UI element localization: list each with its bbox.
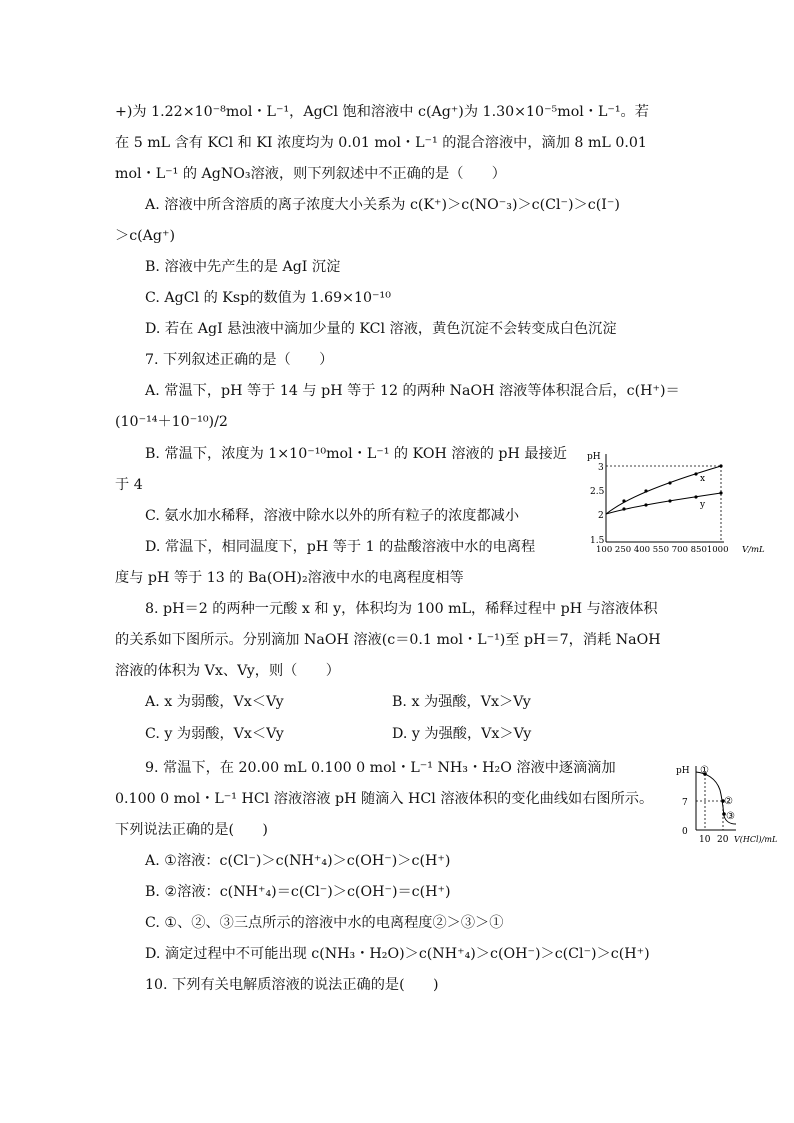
series-y-label: y — [700, 500, 706, 510]
q7-stem: 7. 下列叙述正确的是（ ） — [145, 352, 334, 368]
q9-option-b: B. ②溶液：c(NH⁺₄)＝c(Cl⁻)＞c(OH⁻)＝c(H⁺) — [145, 884, 451, 900]
q7-option-b-line-2: 于 4 — [115, 477, 143, 493]
x-tick-labels: 100 250 400 550 700 8501000 — [596, 545, 729, 555]
q9-stem-line-2: 0.100 0 mol・L⁻¹ HCl 溶液溶液 pH 随滴入 HCl 溶液体积的变化曲线如右图所示。 — [115, 791, 654, 807]
q8-stem-line-1: 8. pH＝2 的两种一元酸 x 和 y，体积均为 100 mL，稀释过程中 pH 与溶液体积 — [145, 601, 658, 617]
y-axis-label: pH — [676, 766, 690, 776]
y-tick-1-5: 1.5 — [590, 536, 605, 546]
q8-stem-line-2: 的关系如下图所示。分别滴加 NaOH 溶液(c＝0.1 mol・L⁻¹)至 pH＝7，消耗 NaOH — [115, 632, 661, 648]
q9-stem-line-3: 下列说法正确的是( ) — [115, 822, 268, 838]
q7-option-c: C. 氨水加水稀释，溶液中除水以外的所有粒子的浓度都减小 — [145, 508, 520, 524]
q7-option-d-line-1: D. 常温下，相同温度下，pH 等于 1 的盐酸溶液中水的电离程 — [145, 539, 536, 555]
q9-option-d: D. 滴定过程中不可能出现 c(NH₃・H₂O)＞c(NH⁺₄)＞c(OH⁻)＞c(Cl⁻)＞c(H⁺) — [145, 946, 650, 962]
q7-option-b-line-1: B. 常温下，浓度为 1×10⁻¹⁰mol・L⁻¹ 的 KOH 溶液的 pH 最接近 — [145, 446, 567, 462]
q9-option-a: A. ①溶液：c(Cl⁻)＞c(NH⁺₄)＞c(OH⁻)＞c(H⁺) — [145, 853, 451, 869]
x-tick-20: 20 — [717, 835, 729, 845]
q9-option-c: C. ①、②、③三点所示的溶液中水的电离程度②＞③＞① — [145, 915, 504, 931]
x-axis-label: V/mL — [742, 545, 765, 555]
q6-option-a-line-2: ＞c(Ag⁺) — [115, 228, 176, 244]
q6-option-c: C. AgCl 的 Ksp的数值为 1.69×10⁻¹⁰ — [145, 290, 391, 306]
series-y-point — [694, 495, 697, 498]
q8-option-d: D. y 为强酸，Vx＞Vy — [392, 726, 532, 742]
series-x-point — [668, 481, 671, 484]
series-y-point — [719, 491, 722, 494]
point-3-label: ③ — [726, 811, 735, 822]
point-1-label: ① — [700, 765, 709, 776]
origin-label: 0 — [682, 827, 688, 837]
point-2-label: ② — [724, 796, 733, 807]
q8-stem-line-3: 溶液的体积为 Vx、Vy，则（ ） — [115, 663, 340, 679]
q7-option-d-line-2: 度与 pH 等于 13 的 Ba(OH)₂溶液中水的电离程度相等 — [115, 570, 464, 586]
series-x-point — [719, 464, 722, 467]
q6-stem-line-3: mol・L⁻¹ 的 AgNO₃溶液，则下列叙述中不正确的是（ ） — [115, 166, 506, 182]
q6-option-b: B. 溶液中先产生的是 AgI 沉淀 — [145, 259, 341, 275]
q6-option-a-line-1: A. 溶液中所含溶质的离子浓度大小关系为 c(K⁺)＞c(NO⁻₃)＞c(Cl⁻)＞c(I⁻) — [145, 197, 620, 213]
x-axis-label: V(HCl)/mL — [734, 835, 778, 844]
q8-option-c: C. y 为弱酸，Vx＜Vy — [145, 726, 284, 742]
series-y-point — [622, 507, 625, 510]
q7-option-a-line-2: (10⁻¹⁴＋10⁻¹⁰)/2 — [115, 414, 228, 430]
q8-option-a: A. x 为弱酸，Vx＜Vy — [145, 694, 284, 710]
y-tick-2-5: 2.5 — [590, 487, 605, 497]
series-x-point — [694, 472, 697, 475]
series-x-point — [622, 499, 625, 502]
q9-stem-line-1: 9. 常温下，在 20.00 mL 0.100 0 mol・L⁻¹ NH₃・H₂O 溶液中逐滴滴加 — [145, 760, 616, 776]
y-tick-7: 7 — [682, 798, 688, 808]
x-tick-10: 10 — [699, 835, 711, 845]
series-x-label: x — [700, 474, 706, 484]
y-tick-3: 3 — [598, 463, 604, 473]
y-axis-label: pH — [587, 452, 601, 462]
q6-option-d: D. 若在 AgI 悬浊液中滴加少量的 KCl 溶液，黄色沉淀不会转变成白色沉淀 — [145, 321, 617, 337]
q6-stem-line-2: 在 5 mL 含有 KCl 和 KI 浓度均为 0.01 mol・L⁻¹ 的混合溶液中，滴加 8 mL 0.01 — [115, 135, 647, 151]
y-tick-2: 2 — [598, 511, 604, 521]
series-x-point — [644, 489, 647, 492]
q8-option-b: B. x 为强酸，Vx＞Vy — [392, 694, 531, 710]
series-y-point — [644, 503, 647, 506]
q7-option-a-line-1: A. 常温下，pH 等于 14 与 pH 等于 12 的两种 NaOH 溶液等体积混合后，c(H⁺)＝ — [145, 383, 680, 399]
titration-ph-chart — [676, 760, 786, 846]
q10-stem: 10. 下列有关电解质溶液的说法正确的是( ) — [145, 977, 439, 993]
series-y-point — [668, 499, 671, 502]
q6-stem-line-1: +)为 1.22×10⁻⁸mol・L⁻¹，AgCl 饱和溶液中 c(Ag⁺)为 1.30×10⁻⁵mol・L⁻¹。若 — [115, 104, 649, 120]
dilution-ph-chart — [584, 446, 784, 558]
